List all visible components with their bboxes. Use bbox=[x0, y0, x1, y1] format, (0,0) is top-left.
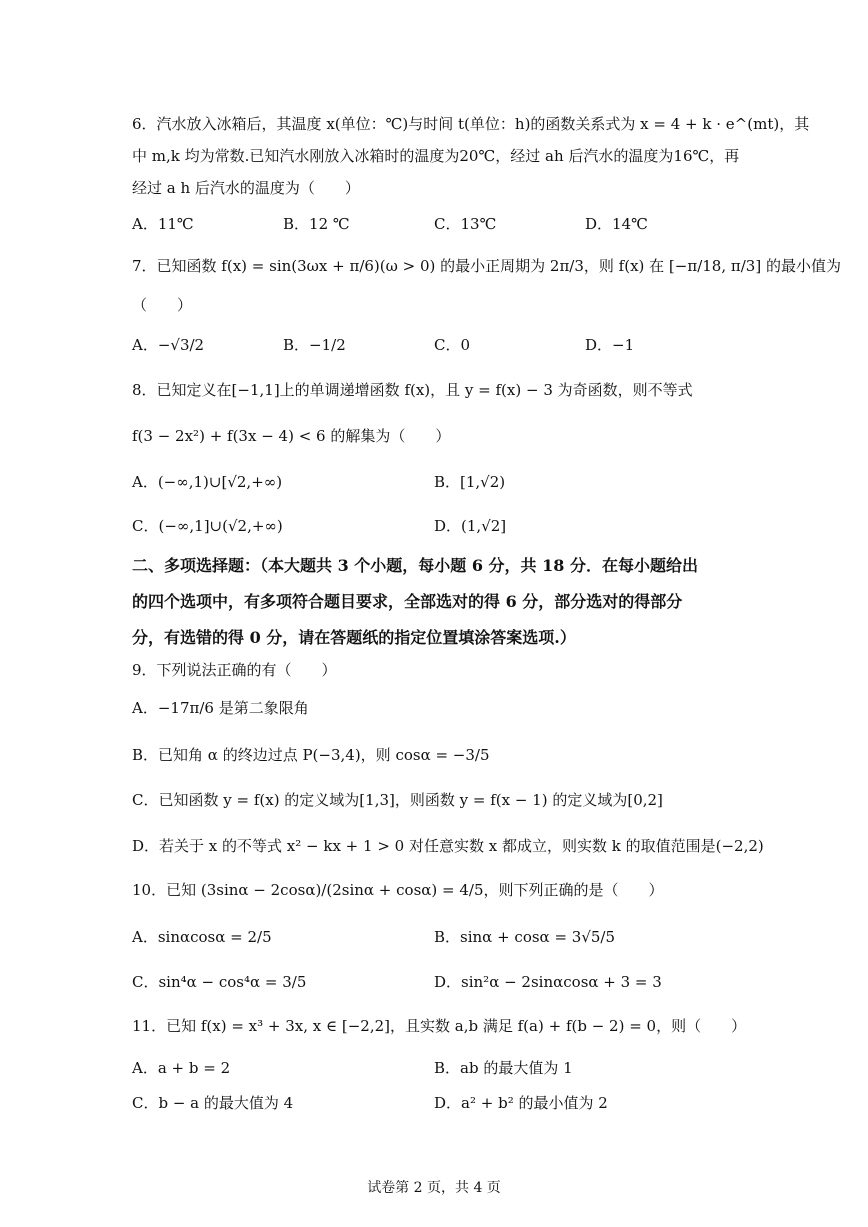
q8-option-a: A．(−∞,1)∪[√2,+∞) bbox=[132, 473, 283, 491]
q6-line2: 中 m,k 均为常数.已知汽水刚放入冰箱时的温度为20℃，经过 ah 后汽水的温度为16℃，再 bbox=[132, 147, 740, 165]
q7-option-c: C．0 bbox=[434, 336, 471, 354]
q11-option-b: B．ab 的最大值为 1 bbox=[434, 1059, 573, 1077]
q9-stem: 9．下列说法正确的有（ ） bbox=[132, 661, 337, 679]
section2-heading-line1: 二、多项选择题：（本大题共 3 个小题，每小题 6 分，共 18 分．在每小题给出 bbox=[132, 556, 698, 575]
q7-option-b: B．−1/2 bbox=[283, 336, 346, 354]
q8-line2: f(3 − 2x²) + f(3x − 4) < 6 的解集为（ ） bbox=[132, 427, 451, 445]
q7-line2: （ ） bbox=[132, 296, 193, 314]
section2-heading-line2: 的四个选项中，有多项符合题目要求，全部选对的得 6 分，部分选对的得部分 bbox=[132, 592, 683, 611]
q7-line1: 7．已知函数 f(x) = sin(3ωx + π/6)(ω > 0) 的最小正周期为 2π/3，则 f(x) 在 [−π/18, π/3] 的最小值为 bbox=[132, 257, 841, 275]
q7-option-d: D．−1 bbox=[585, 336, 635, 354]
q10-option-a: A．sinαcosα = 2/5 bbox=[132, 928, 272, 946]
q7-option-a: A．−√3/2 bbox=[132, 336, 205, 354]
q6-option-b: B．12 ℃ bbox=[283, 215, 350, 233]
q6-line3: 经过 a h 后汽水的温度为（ ） bbox=[132, 179, 360, 197]
q8-line1: 8．已知定义在[−1,1]上的单调递增函数 f(x)，且 y = f(x) − 3 为奇函数，则不等式 bbox=[132, 381, 693, 399]
q11-option-c: C．b − a 的最大值为 4 bbox=[132, 1094, 294, 1112]
q6-option-a: A．11℃ bbox=[132, 215, 194, 233]
q9-option-a: A．−17π/6 是第二象限角 bbox=[132, 699, 309, 717]
section2-heading-line3: 分，有选错的得 0 分，请在答题纸的指定位置填涂答案选项.） bbox=[132, 628, 576, 647]
q10-option-c: C．sin⁴α − cos⁴α = 3/5 bbox=[132, 973, 307, 991]
q8-option-c: C．(−∞,1]∪(√2,+∞) bbox=[132, 517, 283, 535]
q6-line1: 6．汽水放入冰箱后，其温度 x(单位：℃)与时间 t(单位：h)的函数关系式为 x = 4 + k · e^(mt)，其 bbox=[132, 115, 810, 133]
q9-option-d: D．若关于 x 的不等式 x² − kx + 1 > 0 对任意实数 x 都成立，则实数 k 的取值范围是(−2,2) bbox=[132, 837, 764, 855]
page-footer: 试卷第 2 页，共 4 页 bbox=[367, 1180, 501, 1196]
q9-option-b: B．已知角 α 的终边过点 P(−3,4)，则 cosα = −3/5 bbox=[132, 746, 490, 764]
q8-option-b: B．[1,√2) bbox=[434, 473, 506, 491]
q6-option-c: C．13℃ bbox=[434, 215, 497, 233]
q11-option-a: A．a + b = 2 bbox=[132, 1059, 231, 1077]
q11-option-d: D．a² + b² 的最小值为 2 bbox=[434, 1094, 608, 1112]
q10-stem: 10．已知 (3sinα − 2cosα)/(2sinα + cosα) = 4/5，则下列正确的是（ ） bbox=[132, 881, 664, 899]
q9-option-c: C．已知函数 y = f(x) 的定义域为[1,3]，则函数 y = f(x − 1) 的定义域为[0,2] bbox=[132, 791, 663, 809]
q11-stem: 11．已知 f(x) = x³ + 3x, x ∈ [−2,2]，且实数 a,b 满足 f(a) + f(b − 2) = 0，则（ ） bbox=[132, 1017, 747, 1035]
q10-option-d: D．sin²α − 2sinαcosα + 3 = 3 bbox=[434, 973, 662, 991]
q10-option-b: B．sinα + cosα = 3√5/5 bbox=[434, 928, 616, 946]
q6-option-d: D．14℃ bbox=[585, 215, 648, 233]
q8-option-d: D．(1,√2] bbox=[434, 517, 507, 535]
